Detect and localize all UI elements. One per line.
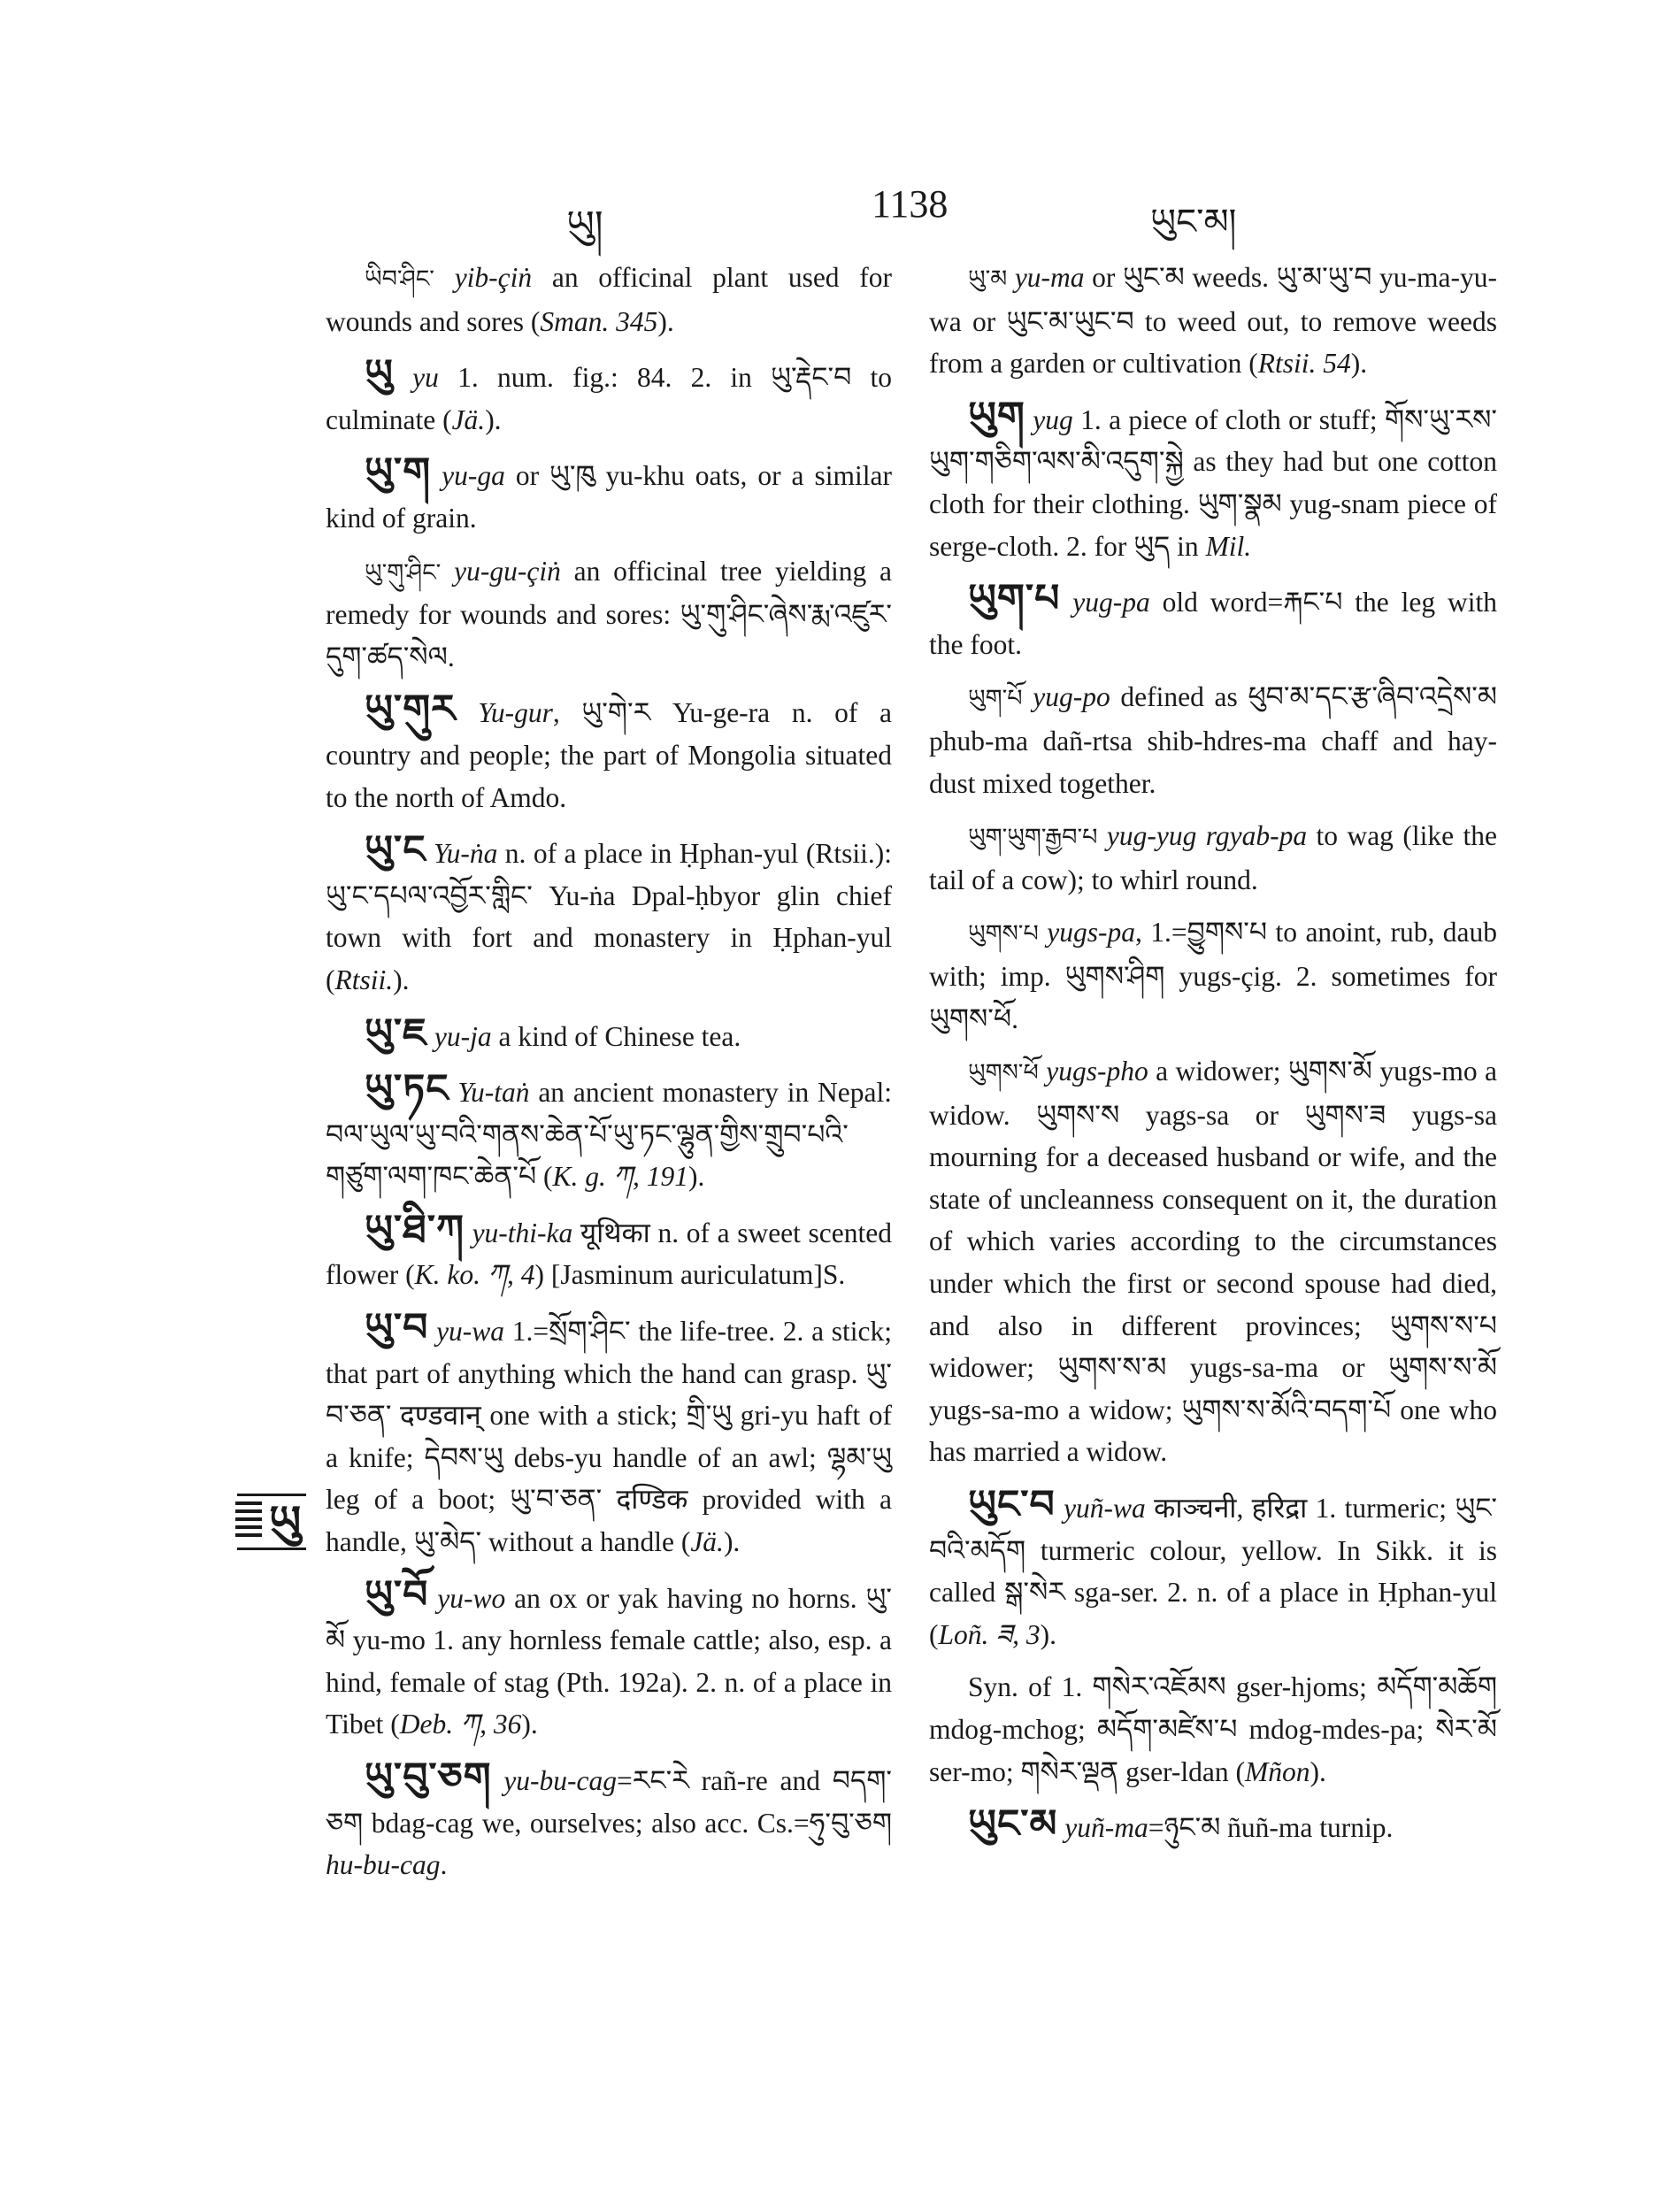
entry-tail: ). — [723, 1526, 741, 1558]
entry-reference: Rtsii. 54 — [1257, 348, 1351, 380]
entry-transliteration: yu-ma — [1014, 262, 1085, 293]
entry-transliteration: yugs-pho — [1046, 1056, 1148, 1087]
entry-tail: ). — [485, 403, 502, 435]
entry-transliteration: yu-thi-ka — [472, 1217, 573, 1248]
entry-definition: काञ्चनी, हरिद्रा 1. turmeric; ཡུང་བའི་མདོག turmeric colour, yellow. In Sikk. it is called སྒ་སེར sga-ser. 2. n. of a place in Ḥphan-yul ( — [929, 1493, 1497, 1650]
entry-definition: to wag (like the tail of a cow); to whirl round. — [929, 820, 1498, 895]
left-column — [326, 257, 892, 1897]
entry-transliteration: yug-po — [1033, 681, 1110, 713]
entry-transliteration: yu-wo — [437, 1582, 506, 1614]
entry-transliteration: yugs-pa — [1047, 917, 1135, 949]
entry-reference: Jä. — [451, 403, 486, 435]
entry-tail: ). — [393, 964, 410, 995]
entry-definition: a widower; ཡུགས་མོ yugs-mo a widow. ཡུགས་ས yags-sa or ཡུགས་ཟ yugs-sa mourning for a deceased husband or wife, and the state of uncleanness consequent on it, the duration of which varies according to the circumstances under which the first or second spouse had died, and also in different provinces; ཡུགས་ས་པ widower; ཡུགས་ས་མ yugs-sa-ma or ཡུགས་ས་མོ yugs-sa-mo a widow; ཡུགས་ས་མོའི་བདག་པོ one who has married a widow. — [929, 1056, 1497, 1468]
entry-transliteration: Yu-ṅa — [433, 838, 498, 870]
entry-definition: or ཡུང་མ weeds. ཡུ་མ་ཡུ་བ yu-ma-yu-wa or ཡུང་མ་ཡུང་བ to weed out, to remove weeds from a garden or cultivation ( — [929, 262, 1498, 380]
entry-headword: ཡུ — [365, 351, 394, 397]
dictionary-entry — [326, 1068, 892, 1198]
dictionary-entry — [326, 257, 892, 342]
entry-definition: or ཡུ་ཁུ yu-khu oats, or a similar kind of grain. — [326, 460, 892, 534]
entry-transliteration: Yu-gur — [478, 697, 553, 729]
dictionary-entry — [929, 257, 1497, 385]
entry-tail: ). — [657, 305, 674, 337]
entry-transliteration: yug-pa — [1072, 587, 1150, 618]
entry-tail: ). — [1350, 348, 1368, 380]
dictionary-entry — [929, 1803, 1497, 1849]
right-column — [929, 257, 1497, 1860]
dictionary-entry — [929, 676, 1497, 804]
entry-tail: ). — [521, 1709, 538, 1740]
entry-headword: ཡུ་ག — [365, 449, 432, 495]
entry-definition: an ox or yak having no horns. ཡུ་མོ yu-mo 1. any hornless female cattle; also, esp. a hind, female of stag (Pth. 192a). 2. n. of a place in Tibet ( — [326, 1582, 892, 1740]
dictionary-entry — [326, 1206, 892, 1296]
dictionary-entry — [929, 815, 1497, 901]
dictionary-entry — [929, 911, 1497, 1040]
entry-definition: old word=རྐང་པ the leg with the foot. — [929, 587, 1497, 660]
entry-tail: . — [440, 1849, 448, 1881]
dictionary-entry — [326, 1307, 892, 1563]
entry-reference: K. g. ཀ, 191 — [552, 1161, 688, 1193]
entry-transliteration: yu-wa — [436, 1316, 505, 1348]
dictionary-entry — [326, 829, 892, 1001]
page-number: 1138 — [872, 182, 949, 226]
running-head — [0, 181, 1659, 248]
dictionary-entry — [929, 1050, 1497, 1473]
dictionary-entry — [326, 1571, 892, 1746]
entry-tibetan: ཡུ་གུ་ཤིང་ — [365, 558, 442, 587]
entry-transliteration: yuñ-ma — [1064, 1812, 1148, 1844]
margin-mark-text: ཡུ — [269, 1496, 302, 1548]
entry-definition: an ancient monastery in Nepal: བལ་ཡུལ་ཡུ་བའི་གནས་ཆེན་པོ་ཡུ་ཏང་ལྷུན་གྱིས་གྲུབ་པའི་གཙུག་ལག་ཁང་ཆེན་པོ ( — [326, 1077, 893, 1193]
entry-tibetan: ཡིབ་ཤིང་ — [365, 265, 434, 293]
entry-transliteration: yu-gu-çiṅ — [454, 555, 561, 587]
entry-reference: Jä. — [690, 1526, 724, 1558]
entry-headword: ཡུ་ཏང — [365, 1066, 449, 1112]
entry-definition: an officinal tree yielding a remedy for wounds and sores: ཡུ་གུ་ཤིང་ཞེས་རྨ་འཛུར་དུག་ཚད་སེལ. — [326, 555, 893, 672]
entry-reference: K. ko. ཀ, 4 — [414, 1259, 535, 1291]
dictionary-entry — [929, 1484, 1497, 1655]
entry-tail: ) [Jasminum auriculatum]S. — [534, 1259, 846, 1291]
entry-reference: Loñ. ཟ, 3 — [938, 1618, 1041, 1650]
entry-definition: 1.=སྲོག་ཤིང་ the life-tree. 2. a stick; that part of anything which the hand can grasp. ཡུ་བ་ཅན་ दण्डवान् one with a stick; གྲི་ཡུ gri-yu haft of a knife; དེབས་ཡུ debs-yu handle of an awl; ལྷམ་ཡུ leg of a boot; ཡུ་བ་ཅན་ दण्डिक provided with a handle, ཡུ་མེད་ without a handle ( — [326, 1316, 892, 1558]
entry-transliteration: yu-ga — [442, 460, 505, 492]
entry-definition: an officinal plant used for wounds and sores ( — [326, 262, 892, 337]
entry-transliteration: yug — [1033, 403, 1073, 435]
entry-tibetan: ཡུག་པོ — [968, 685, 1023, 713]
entry-reference: Deb. ཀ, 36 — [399, 1709, 522, 1740]
entry-definition: यूथिका n. of a sweet scented flower ( — [326, 1217, 892, 1291]
running-head-left: ཡུ། — [566, 203, 603, 248]
entry-headword: ཡུག — [968, 393, 1025, 439]
entry-definition: , ཡུ་གེ་ར Yu-ge-ra n. of a country and people; the part of Mongolia situated to the north of Amdo. — [326, 697, 893, 813]
entry-headword: ཡུ་བུ་ཅག — [365, 1755, 492, 1800]
running-head-right: ཡུང་མ། — [1150, 202, 1237, 242]
entry-reference: Mil. — [1205, 530, 1252, 562]
dictionary-entry — [326, 688, 892, 818]
margin-section-mark — [237, 1494, 306, 1550]
entry-reference: Mñon — [1245, 1755, 1310, 1787]
entry-headword: ཡུག་པ — [968, 576, 1061, 622]
entry-transliteration: Yu-taṅ — [457, 1077, 530, 1109]
dictionary-entry — [326, 1012, 892, 1058]
margin-bars-icon — [235, 1502, 262, 1540]
entry-transliteration: yug-yug rgyab-pa — [1106, 820, 1308, 852]
entry-headword: ཡུ་ཐི་ཀ — [365, 1206, 465, 1252]
dictionary-entry — [929, 393, 1498, 567]
entry-headword: ཡུ་བ — [365, 1305, 429, 1351]
dictionary-entry — [326, 353, 892, 441]
entry-definition: n. of a place in Ḥphan-yul (Rtsii.): ཡུ་ང་དཔལ་འབྱོར་གླིང་ Yu-ṅa Dpal-ḥbyor glin chief town with fort and monastery in Ḥphan-yul ( — [326, 838, 892, 995]
entry-reference: Rtsii. — [334, 964, 394, 995]
entry-transliteration: yu-ja — [434, 1020, 492, 1052]
entry-headword: ཡུ་གུར — [365, 687, 457, 733]
dictionary-entry — [929, 1666, 1497, 1793]
entry-headword: ཡུ་ཇ — [365, 1010, 427, 1056]
entry-tibetan: ཡུ་མ — [968, 265, 1008, 293]
entry-transliteration: yu-bu-cag — [503, 1765, 618, 1796]
entry-definition: defined as ཕུབ་མ་དང་རྩ་ཞིབ་འདྲེས་མ phub-ma dañ-rtsa shib-hdres-ma chaff and hay-dust mixed together. — [929, 681, 1497, 799]
entry-definition: =རང་རེ rañ-re and བདག་ཅག bdag-cag we, ourselves; also acc. Cs.=ཧུ་བུ་ཅག — [326, 1765, 892, 1839]
entry-reference: Sman. 345 — [540, 305, 658, 337]
entry-definition: a kind of Chinese tea. — [491, 1020, 741, 1052]
entry-definition: 1. num. fig.: 84. 2. in ཡུ་རྡེང་བ to culminate ( — [326, 362, 893, 435]
entry-headword: ཡུ་བོ — [365, 1571, 429, 1617]
entry-headword: ཡུང་བ — [968, 1482, 1056, 1528]
entry-definition: Syn. of 1. གསེར་འཇོམས gser-hjoms; མདོག་མཆོག mdog-mchog; མདོག་མཛེས་པ mdog-mdes-pa; སེར་མོ ser-mo; གསེར་ལྡན gser-ldan ( — [929, 1671, 1497, 1787]
entry-transliteration: yuñ-wa — [1064, 1493, 1146, 1525]
entry-tail: ). — [687, 1161, 705, 1193]
entry-transliteration: yu — [412, 362, 439, 394]
dictionary-entry — [326, 451, 892, 539]
entry-headword: ཡུ་ང — [365, 827, 426, 873]
entry-definition: 1. a piece of cloth or stuff; གོས་ཡུ་རས་ཡུག་གཅིག་ལས་མི་འདུག་སྐྱེ as they had but one cotton cloth for their clothing. ཡུག་སྣམ yug-snam piece of serge-cloth. 2. for ཡུད in — [929, 403, 1498, 562]
entry-headword: ཡུང་མ — [968, 1801, 1058, 1847]
entry-tail: ). — [1310, 1755, 1326, 1787]
entry-tibetan: ཡུག་ཡུག་རྒྱབ་པ — [968, 824, 1098, 852]
entry-transliteration: yib-çiṅ — [454, 262, 533, 293]
entry-tail: ). — [1040, 1618, 1057, 1650]
entry-tibetan: ཡུགས་པ — [968, 920, 1039, 949]
entry-definition: , 1.=བྱུགས་པ to anoint, rub, daub with; imp. ཡུགས་ཤིག yugs-çig. 2. sometimes for ཡུགས་ཕོ. — [929, 917, 1498, 1034]
dictionary-entry — [326, 550, 892, 679]
dictionary-entry — [929, 578, 1497, 665]
dictionary-entry — [326, 1756, 892, 1886]
entry-reference: hu-bu-cag — [326, 1849, 441, 1881]
entry-tibetan: ཡུགས་ཕོ — [968, 1059, 1039, 1087]
entry-definition: =ཉུང་མ ñuñ-ma turnip. — [1148, 1812, 1394, 1844]
